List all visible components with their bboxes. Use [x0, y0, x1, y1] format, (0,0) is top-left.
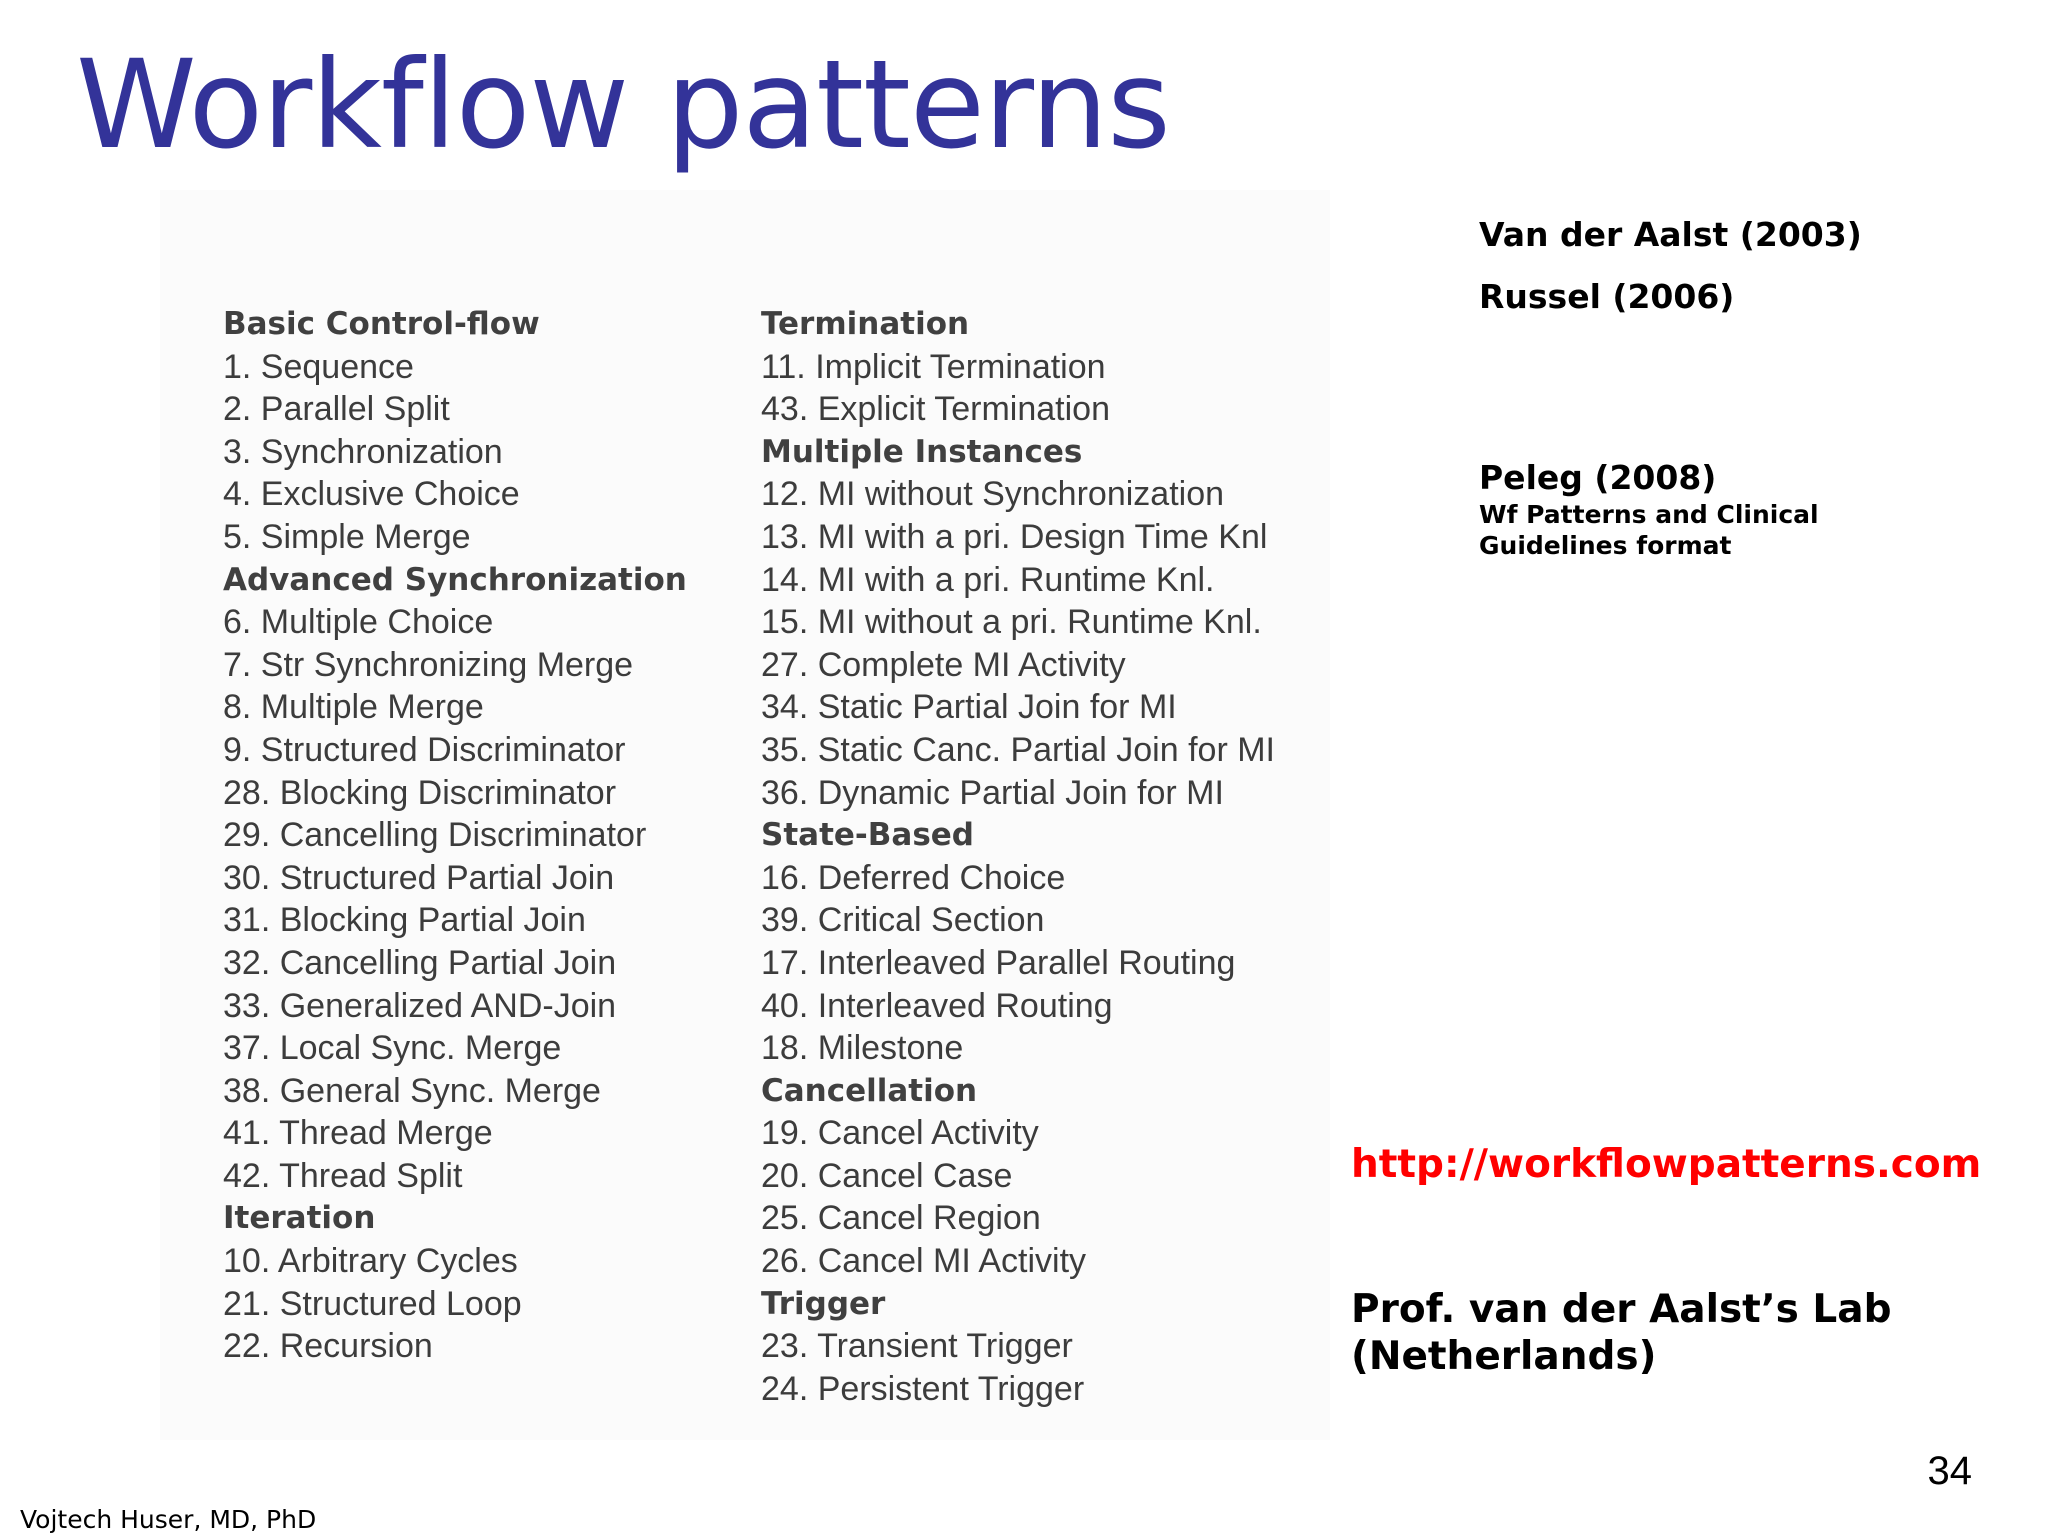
pattern-item: 40. Interleaved Routing: [761, 986, 1113, 1025]
pattern-item: 10. Arbitrary Cycles: [223, 1242, 518, 1281]
author-footer: Vojtech Huser, MD, PhD: [20, 1505, 317, 1534]
reference-van-der-aalst: Van der Aalst (2003): [1479, 215, 1862, 254]
pattern-item: 11. Implicit Termination: [761, 347, 1106, 386]
pattern-item: 24. Persistent Trigger: [761, 1369, 1085, 1408]
patterns-column-right: [761, 303, 1275, 1410]
pattern-item: 26. Cancel MI Activity: [761, 1242, 1087, 1281]
pattern-item: 35. Static Canc. Partial Join for MI: [761, 730, 1275, 769]
pattern-category-heading: Cancellation: [761, 1072, 978, 1109]
lab-credit-line-2: (Netherlands): [1351, 1334, 1657, 1379]
pattern-category-heading: Trigger: [761, 1285, 886, 1322]
pattern-item: 6. Multiple Choice: [223, 603, 494, 642]
pattern-item: 38. General Sync. Merge: [223, 1071, 601, 1110]
pattern-item: 18. Milestone: [761, 1029, 964, 1068]
pattern-item: 34. Static Partial Join for MI: [761, 688, 1177, 727]
pattern-category-heading: Iteration: [223, 1200, 376, 1237]
lab-credit-line-1: Prof. van der Aalst’s Lab: [1351, 1287, 1892, 1332]
pattern-item: 5. Simple Merge: [223, 517, 471, 556]
reference-russel: Russel (2006): [1479, 277, 1735, 316]
pattern-item: 32. Cancelling Partial Join: [223, 943, 617, 982]
pattern-item: 9. Structured Discriminator: [223, 730, 626, 769]
pattern-category-heading: Basic Control-flow: [223, 306, 540, 342]
lab-credit: [1351, 1286, 1892, 1380]
pattern-item: 30. Structured Partial Join: [223, 858, 615, 897]
pattern-item: 4. Exclusive Choice: [223, 475, 520, 514]
pattern-item: 43. Explicit Termination: [761, 390, 1110, 429]
pattern-item: 8. Multiple Merge: [223, 688, 484, 727]
pattern-item: 16. Deferred Choice: [761, 858, 1066, 897]
patterns-column-left: [223, 303, 687, 1368]
pattern-item: 12. MI without Synchronization: [761, 475, 1225, 514]
pattern-item: 36. Dynamic Partial Join for MI: [761, 773, 1224, 812]
pattern-item: 29. Cancelling Discriminator: [223, 816, 647, 855]
pattern-item: 25. Cancel Region: [761, 1199, 1041, 1238]
pattern-item: 37. Local Sync. Merge: [223, 1029, 562, 1068]
pattern-item: 3. Synchronization: [223, 432, 503, 471]
pattern-item: 21. Structured Loop: [223, 1284, 522, 1323]
pattern-item: 13. MI with a pri. Design Time Knl: [761, 517, 1268, 556]
pattern-item: 39. Critical Section: [761, 901, 1045, 940]
pattern-item: 14. MI with a pri. Runtime Knl.: [761, 560, 1215, 599]
pattern-category-heading: Advanced Synchronization: [223, 561, 687, 598]
page-number: 34: [1927, 1449, 1972, 1493]
pattern-item: 15. MI without a pri. Runtime Knl.: [761, 603, 1262, 642]
pattern-item: 20. Cancel Case: [761, 1156, 1013, 1195]
pattern-category-heading: Multiple Instances: [761, 433, 1083, 470]
pattern-item: 41. Thread Merge: [223, 1114, 493, 1153]
reference-peleg-note: Wf Patterns and Clinical Guidelines format: [1479, 500, 1819, 560]
pattern-item: 23. Transient Trigger: [761, 1327, 1073, 1366]
pattern-category-heading: Termination: [761, 306, 970, 342]
pattern-category-heading: State-Based: [761, 817, 974, 854]
workflowpatterns-link[interactable]: http://workflowpatterns.com: [1351, 1142, 1982, 1187]
pattern-item: 28. Blocking Discriminator: [223, 773, 617, 812]
pattern-item: 33. Generalized AND-Join: [223, 986, 617, 1025]
pattern-item: 7. Str Synchronizing Merge: [223, 645, 634, 684]
pattern-item: 31. Blocking Partial Join: [223, 901, 586, 940]
pattern-item: 2. Parallel Split: [223, 390, 450, 429]
pattern-item: 27. Complete MI Activity: [761, 645, 1126, 684]
reference-peleg: Peleg (2008): [1479, 458, 1717, 497]
pattern-item: 22. Recursion: [223, 1327, 433, 1366]
pattern-item: 17. Interleaved Parallel Routing: [761, 943, 1236, 982]
pattern-item: 42. Thread Split: [223, 1156, 463, 1195]
pattern-item: 1. Sequence: [223, 347, 414, 386]
slide-title: Workflow patterns: [76, 34, 1170, 176]
pattern-item: 19. Cancel Activity: [761, 1114, 1039, 1153]
